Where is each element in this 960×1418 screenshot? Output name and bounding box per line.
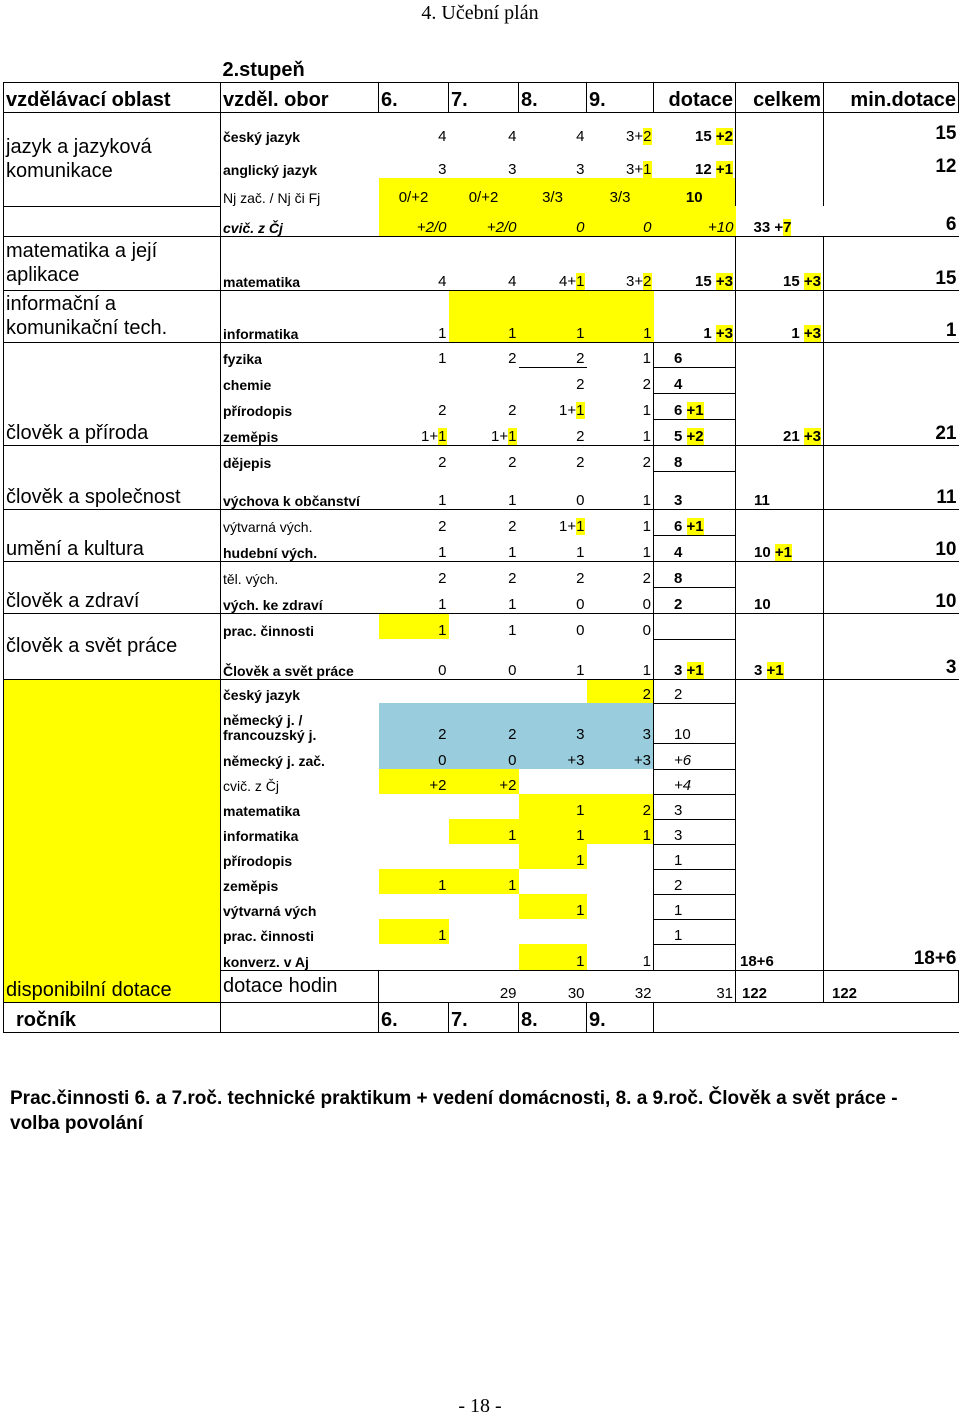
table-row: umění a kultura výtvarná vých. 2 2 1+1 1 6 +1: [4, 509, 959, 535]
table-row: hudební vých. 1 1 1 1 4 10 +1 10: [4, 535, 959, 561]
header-celkem: celkem: [736, 82, 824, 112]
subject-cell: Člověk a svět práce: [223, 662, 354, 679]
table-row: přírodopis 2 2 1+1 1 6 +1: [4, 393, 959, 419]
table-row: matematika a její aplikace matematika 4 4 4+1 3+2 15 +3 15 +3 15: [4, 236, 959, 290]
table-row: člověk a zdraví těl. vých. 2 2 2 2 8: [4, 561, 959, 587]
table-row: člověk a příroda fyzika 1 2 2 1 6: [4, 342, 959, 367]
subject-cell: informatika: [223, 828, 299, 844]
subject-cell: německý j. zač.: [223, 753, 325, 769]
table-row: německý j. zač. 0 0 +3 +3 +6: [4, 743, 959, 769]
subject-cell: cvič. z Čj: [223, 219, 283, 236]
area-spolecnost: člověk a společnost: [4, 445, 221, 509]
table-row: německý j. / francouzský j. 2 2 3 3 10: [4, 703, 959, 743]
subject-cell: německý j. / francouzský j.: [223, 712, 317, 743]
area-priroda: člověk a příroda: [4, 342, 221, 445]
table-row: matematika 1 2 3: [4, 794, 959, 819]
header-dotace: dotace: [654, 82, 736, 112]
subject-cell: fyzika: [221, 342, 379, 367]
subject-cell: přírodopis: [223, 403, 293, 419]
page-title: 4. Učební plán: [421, 2, 539, 24]
table-row: jazyk a jazyková komunikace český jazyk 4 4 4 3+2 15 +2 15: [4, 112, 959, 145]
subject-cell: prac. činnosti: [221, 613, 379, 639]
table-row: informační a komunikační tech. informatika 1 1 1 1 1 +3 1 +3 1: [4, 290, 959, 342]
subject-cell: konverz. v Aj: [223, 953, 309, 970]
subject-cell: vých. ke zdraví: [223, 596, 323, 613]
table-row: zeměpis 1 1 2: [4, 869, 959, 894]
table-row: výtvarná vých 1 1: [4, 894, 959, 919]
header-subject: vzděl. obor: [221, 82, 379, 112]
table-row: ročník 6. 7. 8. 9.: [4, 1002, 959, 1032]
stage-row: [4, 52, 959, 82]
area-matematika: matematika a její aplikace: [4, 236, 221, 290]
subject-cell: prac. činnosti: [223, 928, 315, 944]
area-svet-prace: člověk a svět práce: [4, 613, 221, 679]
header-row: [4, 82, 959, 112]
table-row: Nj zač. / Nj či Fj 0/+2 0/+2 3/3 3/3 10: [4, 178, 959, 206]
subject-cell: těl. vých.: [221, 561, 379, 587]
area-zdravi: člověk a zdraví: [4, 561, 221, 613]
header-area: vzdělávací oblast: [4, 82, 221, 112]
table-row: člověk a svět práce prac. činnosti 1 1 0 0: [4, 613, 959, 639]
subject-cell: cvič. z Čj: [223, 778, 279, 794]
header-grade-6: 6.: [379, 82, 449, 112]
table-row: prac. činnosti 1 1: [4, 919, 959, 944]
table-row: informatika 1 1 1 3: [4, 819, 959, 844]
area-umeni: umění a kultura: [4, 509, 221, 561]
subject-cell: český jazyk: [221, 679, 379, 703]
stage-label: 2.stupeň: [222, 58, 305, 81]
subject-cell: zeměpis: [223, 428, 279, 445]
header-grade-7: 7.: [449, 82, 519, 112]
subject-cell: hudební vých.: [223, 544, 318, 561]
table-row: disponibilní dotace český jazyk 2 2: [4, 679, 959, 703]
table-row: konverz. v Aj 1 1 18+6 18+6: [4, 944, 959, 970]
area-disponibilni: disponibilní dotace: [4, 679, 221, 1002]
subject-cell: výchova k občanství: [223, 492, 360, 509]
subject-cell: matematika: [223, 803, 301, 819]
table-row: cvič. z Čj +2/0 +2/0 0 0 +10 33 +7 6: [4, 206, 959, 236]
subject-cell: informatika: [221, 290, 379, 342]
header-grade-9: 9.: [587, 82, 654, 112]
table-row: zeměpis 1+1 1+1 2 1 5 +2 21 +3 21: [4, 419, 959, 445]
area-informacni: informační a komunikační tech.: [4, 290, 221, 342]
table-row: člověk a společnost dějepis 2 2 2 2 8: [4, 445, 959, 471]
subject-cell: anglický jazyk: [223, 162, 318, 178]
subject-cell: chemie: [223, 377, 272, 393]
area-dotace-hodin: dotace hodin: [221, 970, 379, 1002]
table-row: Člověk a svět práce 0 0 1 1 3 +1 3 +1 3: [4, 639, 959, 679]
header-min-dotace: min.dotace: [824, 82, 959, 112]
subject-cell: přírodopis: [223, 853, 293, 869]
subject-cell: dějepis: [221, 445, 379, 471]
page-number: - 18 -: [458, 1395, 502, 1417]
subject-cell: český jazyk: [221, 112, 379, 145]
subject-cell: výtvarná vých: [223, 903, 317, 919]
area-rocnik: ročník: [4, 1002, 221, 1032]
curriculum-table: [3, 52, 959, 1033]
table-row: chemie 2 2 4: [4, 367, 959, 393]
table-row: výchova k občanství 1 1 0 1 3 11 11: [4, 471, 959, 509]
table-row: vých. ke zdraví 1 1 0 0 2 10 10: [4, 587, 959, 613]
subject-cell: zeměpis: [223, 878, 279, 894]
footnote: Prac.činnosti 6. a 7.roč. technické praktikum + vedení domácnosti, 8. a 9.roč. Člověk a svět práce - volba povolání: [10, 1088, 898, 1134]
table-row: dotace hodin 29 30 32 31 122 122: [4, 970, 959, 1002]
area-jazyk: jazyk a jazyková komunikace: [4, 112, 221, 206]
header-grade-8: 8.: [519, 82, 587, 112]
subject-cell: Nj zač. / Nj či Fj: [223, 190, 321, 206]
table-row: cvič. z Čj +2 +2 +4: [4, 769, 959, 794]
subject-cell: matematika: [221, 236, 379, 290]
table-row: přírodopis 1 1: [4, 844, 959, 869]
subject-cell: výtvarná vých.: [221, 509, 379, 535]
table-row: anglický jazyk 3 3 3 3+1 12 +1 12: [4, 145, 959, 178]
